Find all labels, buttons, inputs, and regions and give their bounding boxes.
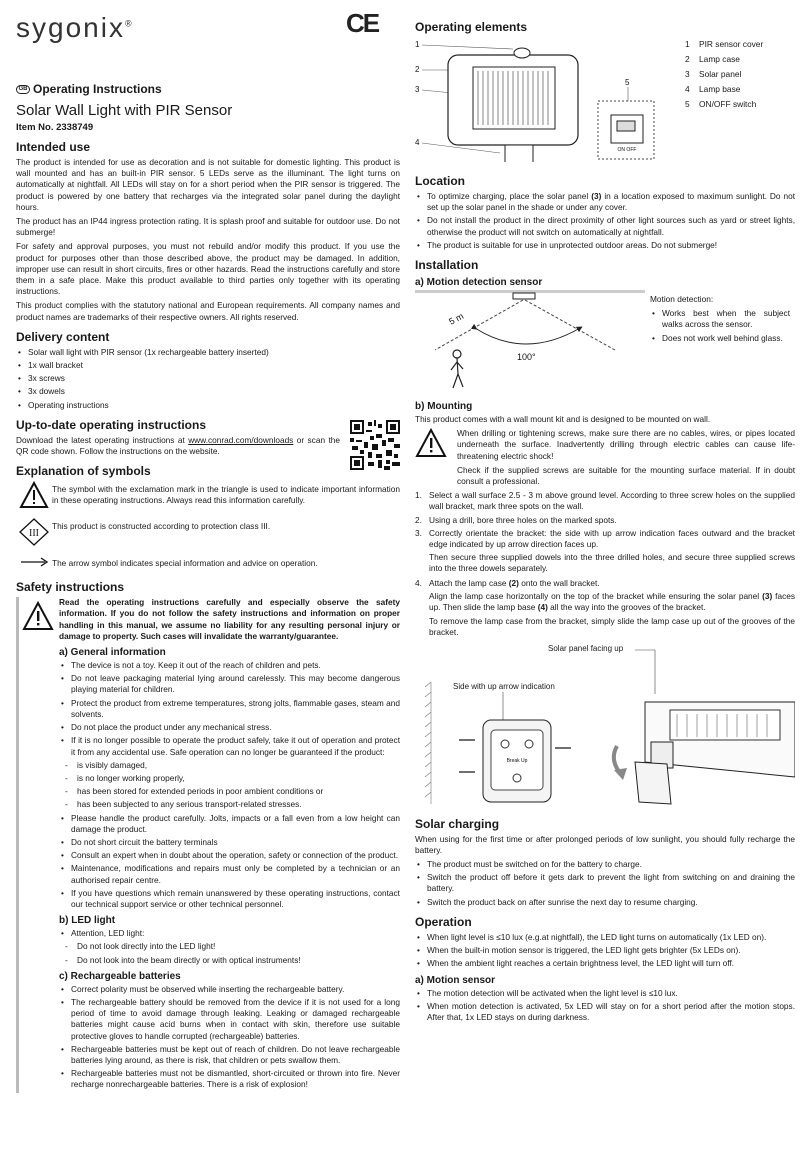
list-item: 1. Select a wall surface 2.5 - 3 m above ground level. According to three screw holes on the supplied wall bracket, mark three spots on the wall.	[415, 490, 795, 512]
legend-item: 3 Solar panel	[685, 69, 742, 79]
list-item: • Rechargeable batteries must not be dismantled, short-circuited or thrown into fire. Never recharge nonrechargeable batteries. There is a risk of explosion!	[59, 1068, 400, 1090]
list-item: • If it is no longer possible to operate the product safely, take it out of operation and protect it from any accidental use. Safe operation can no longer be guaranteed if the product:	[59, 735, 400, 757]
paragraph: The product has an IP44 ingress protection rating. It is splash proof and suitable for outdoor use. Do not submerge!	[16, 216, 400, 238]
qr-code-icon[interactable]	[350, 420, 400, 470]
arrow-indication-label: Side with up arrow indication	[453, 681, 555, 691]
general-list-2	[59, 813, 400, 911]
legend-item: 2 Lamp case	[685, 54, 740, 64]
elements-legend	[685, 37, 763, 112]
mounting-steps	[415, 490, 795, 550]
list-item: • Does not work well behind glass.	[650, 333, 790, 344]
brand-logo: sygonix®	[16, 12, 134, 43]
list-item: • Maintenance, modifications and repairs must only be completed by a technician or an authorised repair centre.	[59, 863, 400, 885]
led-heading: b) LED light	[59, 915, 116, 927]
paragraph: This product complies with the statutory national and European requirements. All company names and product names are trademarks of their respective owners. All rights reserved.	[16, 300, 400, 322]
paragraph: For safety and approval purposes, you must not rebuild and/or modify this product. If you use the product for purposes other than those described above, the product may be damaged. In addition, improper use can result in short circuits, fires or other hazards. Read the instructions carefully and store them in a safe place. Make this product available to third parties only together with its operating instructions.	[16, 241, 400, 297]
list-item: • Rechargeable batteries must be kept out of reach of children. Do not leave rechargeable batteries lying around, as there is risk, that children or pets swallow them.	[59, 1044, 400, 1066]
list-item: • Do not short circuit the battery terminals	[59, 837, 400, 848]
list-item: • The rechargeable battery should be removed from the device if it is not used for a long period of time to avoid damage through leaking. Leaking or damaged rechargeable batteries might cause acid burns when in contact with skin, therefore use suitable protective gloves to handle corrupted (rechargeable) batteries.	[59, 997, 400, 1042]
list-item: • Operating instructions	[16, 400, 400, 411]
general-list	[59, 660, 400, 758]
list-item: • Works best when the subject walks across the sensor.	[650, 308, 790, 330]
list-item: • If you have questions which remain unanswered by these operating instructions, contact our technical support service or other technical personnel.	[59, 888, 400, 910]
mounting-heading: b) Mounting	[415, 401, 473, 413]
led-sublist	[59, 941, 400, 965]
svg-text:III: III	[29, 528, 39, 540]
motion-sensor-heading: a) Motion sensor	[415, 974, 496, 986]
mounting-illustration	[415, 642, 795, 810]
walking-person-icon	[451, 350, 463, 388]
motion-detection-heading: a) Motion detection sensor	[415, 277, 543, 289]
list-item: • The motion detection will be activated when the light level is ≤10 lux.	[415, 988, 795, 999]
callout-1: 1	[415, 40, 420, 49]
legend-item: 4 Lamp base	[685, 84, 741, 94]
lamp-diagram	[415, 37, 665, 162]
list-item: • When the built-in motion sensor is triggered, the LED light gets brighter (5x LEDs on).	[415, 945, 795, 956]
elements-heading: Operating elements	[415, 20, 528, 34]
list-item: - has been stored for extended periods in poor ambient conditions or	[59, 786, 400, 797]
symbol-row: The arrow symbol indicates special information and advice on operation.	[16, 555, 400, 573]
list-item: 3. Correctly orientate the bracket: the side with up arrow indication faces outward and the bracket edge indicated by up arrow direction faces up.	[415, 527, 795, 550]
intended-heading: Intended use	[16, 140, 91, 154]
warning-triangle-icon	[415, 428, 447, 458]
list-item: • To optimize charging, place the solar panel (3) in a location exposed to maximum sunlight. Do not set up the solar panel in the shade or under any cover.	[415, 191, 795, 213]
ce-mark: CE	[346, 8, 379, 38]
general-heading: a) General information	[59, 647, 166, 659]
list-item: - is no longer working properly,	[59, 773, 400, 784]
motion-sensor-list	[415, 988, 795, 1024]
callout-3: 3	[415, 85, 420, 94]
safety-warning: Read the operating instructions carefully and especially observe the safety information. If you do not follow the safety instructions and information on proper handling in this manual, we assume no liability for any resulting personal injury or damage to property. Such cases will invalidate the warranty/guarantee. a) General information • The device is not a toy. Keep it out of the reach of children and pets. • Do not leave packaging material lying around carelessly. This may become dangerous playing material for children. • Protect the product from extreme temperatures, strong jolts, flammable gases, steam and solvents. • Do not place the product under any mechanical stress. • If it is no longer possible to operate the product safely, take it out of operation and protect it from any accidental use. Safe operation can no longer be guaranteed if the product: - is visibly damaged, - is no longer working properly, - has been stored for extended periods in poor ambient conditions or - has been subjected to any serious transport-related stresses. • Please handle the product carefully. Jolts, impacts or a fall even from a low height can damage the product. • Do not short circuit the battery terminals • Consult an expert when in doubt about the operation, safety or connection of the product. • Maintenance, modifications and repairs must only be completed by a technician or an authorised repair centre. • If you have questions which remain unanswered by these operating instructions, contact our technical support service or other technical personnel. b) LED light • Attention, LED light: - Do not look directly into the LED light! - Do not look into the beam directly or with optical instruments! c) Rechargeable batteries • Correct polarity must be observed while inserting the rechargeable battery. • The rechargeable battery should be removed from the device if it is not used for a long period of time to avoid damage through leaking. Leaking or damaged rechargeable batteries might cause acid burns when in contact with skin, therefore use suitable protective gloves to handle corrupted (rechargeable) batteries. • Rechargeable batteries must be kept out of reach of children. Do not leave rechargeable batteries lying around, as there is risk, that children or pets swallow them. • Rechargeable batteries must not be dismantled, short-circuited or thrown into fire. Never recharge nonrechargeable batteries. There is a risk of explosion!	[16, 597, 400, 1092]
battery-heading: c) Rechargeable batteries	[59, 970, 181, 982]
list-item: 2. Using a drill, bore three holes on the marked spots.	[415, 514, 617, 525]
item-number: Item No. 2338749	[16, 122, 94, 133]
solar-facing-label: Solar panel facing up	[548, 643, 624, 653]
left-column	[16, 12, 400, 1093]
symbol-row: The symbol with the exclamation mark in the triangle is used to indicate important information in these operating instructions. Always read this information carefully.	[16, 481, 400, 514]
product-name: Solar Wall Light with PIR Sensor	[16, 102, 233, 119]
list-item: • When the ambient light reaches a certain brightness level, the LED light will turn off.	[415, 958, 795, 969]
warning-triangle-icon	[19, 481, 49, 509]
location-heading: Location	[415, 174, 465, 188]
legend-item: 1 PIR sensor cover	[685, 39, 764, 49]
installation-heading: Installation	[415, 258, 479, 273]
list-item: • Consult an expert when in doubt about the operation, safety or connection of the product.	[59, 850, 400, 861]
doc-title: GB Operating Instructions	[16, 82, 400, 96]
mounting-warning: When drilling or tightening screws, make sure there are no cables, wires, or pipes located underneath the surface. Inadvertently drilling through electric cables can cause life-threatening electric shock! Check if the supplied screws are suitable for the mounting surface material. If in doubt consult a professional.	[415, 428, 795, 490]
uptodate-section	[16, 418, 400, 457]
delivery-heading: Delivery content	[16, 329, 110, 344]
list-item: • Switch the product back on after sunrise the next day to resume charging.	[415, 897, 795, 908]
operation-list	[415, 932, 795, 970]
list-item: • Protect the product from extreme temperatures, strong jolts, flammable gases, steam and solvents.	[59, 698, 400, 720]
general-sublist	[59, 760, 400, 811]
charging-heading: Solar charging	[415, 816, 500, 831]
list-item: • Do not leave packaging material lying around carelessly. This may become dangerous playing material for children.	[59, 673, 400, 695]
operation-heading: Operation	[415, 914, 472, 929]
protection-class-iii-icon	[19, 518, 49, 546]
symbol-row: III This product is constructed according to protection class III.	[16, 518, 400, 551]
delivery-list	[16, 347, 400, 411]
right-column: Operating elements 1 2 3 4 5 ON OFF 1 PIR sensor cover 2 Lamp case 3 Solar panel 4 Lamp base 5 ON/OFF switch Location • To optimize charging, place the solar panel (3) in a location exposed to maximum sunlight. Do not set up the solar panel in the shade or under any cover. • Do not install the product in the direct proximity of other light sources such as yard or street lights, otherwise the product will not switch on automatically at nightfall. • The product is suitable for use in unprotected outdoor areas. Do not submerge! Installation a) Motion detection sensor 5 m 100° Motion detection: • Works best when the subject walks across the sensor. • Does not work well behind glass. b) Mounting This product comes with a wall mount kit and is designed to be mounted on wall. When drilling or tightening screws, make sure there are no cables, wires, or pipes located underneath the surface. Inadvertently drilling through electric cables can cause life-threatening electric shock! Check if the supplied screws are suitable for the mounting surface material. If in doubt consult a professional. 1. Select a wall surface 2.5 - 3 m above ground level. According to three screw holes on the supplied wall bracket, mark three spots on the wall. 2. Using a drill, bore three holes on the marked spots. 3. Correctly orientate the bracket: the side with up arrow indication faces outward and the bracket edge indicated by up arrow direction faces up. Then secure three supplied dowels into the three drilled holes, and secure three supplied screws into the three dowels separately. 4. Attach the lamp case (2) onto the wall bracket. Align the lamp case horizontally on the top of the bracket while ensuring the solar panel (3) faces up. Then slide the lamp base (4) all the way into the grooves of the bracket. To remove the lamp case from the bracket, simply slide the lamp case up out of the grooves of the bracket. Solar panel facing up Side with up arrow indication Break Up Solar charging When using for the first time or after prolonged periods of low sunlight, you should fully recharge the battery. • The product must be switched on for the battery to charge. • Switch the product off before it gets dark to prevent the light from switching on and draining the battery. • Switch the product back on after sunrise the next day to resume charging. Operation • When light level is ≤10 lux (e.g.at nightfall), the LED light turns on automatically (1x LED on). • When the built-in motion sensor is triggered, the LED light gets brighter (5x LEDs on). • When the ambient light reaches a certain brightness level, the LED light will turn off. a) Motion sensor • The motion detection will be activated when the light level is ≤10 lux. • When motion detection is activated, 5x LED will stay on for a short period after the motion stops. After that, 1x LED stays on during darkness.	[415, 12, 795, 1025]
legend-item: 5 ON/OFF switch	[685, 99, 757, 109]
paragraph: The product is intended for use as decoration and is not suitable for domestic lighting. This product is wall mounted and has an built-in PIR sensor. 5 LEDs serve as the illuminant. The light turns on automatically at nightfall. All LEDs will stay on for a short period when the PIR sensor is triggered. The product is powered by one battery that recharges via the integrated solar panel during the daylight hours.	[16, 157, 400, 212]
motion-range-diagram	[415, 290, 645, 394]
angle-label: 100°	[517, 352, 536, 363]
safety-heading: Safety instructions	[16, 580, 125, 595]
led-list	[59, 928, 400, 939]
list-item: • Do not install the product in the direct proximity of other light sources such as yard or street lights, otherwise the product will not switch on automatically at nightfall.	[415, 215, 795, 237]
list-item: - Do not look into the beam directly or with optical instruments!	[59, 955, 400, 966]
paragraph: Download the latest operating instructions at www.conrad.com/downloads or scan the QR code shown. Follow the instructions on the website.	[16, 434, 340, 457]
list-item: • 1x wall bracket	[16, 360, 400, 371]
list-item: • 3x screws	[16, 373, 400, 384]
list-item: - has been subjected to any serious transport-related stresses.	[59, 799, 400, 810]
callout-4: 4	[415, 138, 420, 147]
list-item: • Attention, LED light:	[59, 928, 400, 939]
list-item: • The device is not a toy. Keep it out of the reach of children and pets.	[59, 660, 400, 671]
list-item: • When light level is ≤10 lux (e.g.at nightfall), the LED light turns on automatically (1x LED on).	[415, 932, 795, 943]
list-item: • The product must be switched on for the battery to charge.	[415, 859, 795, 870]
list-item: • Correct polarity must be observed while inserting the rechargeable battery.	[59, 984, 400, 995]
switch-label: ON OFF	[617, 147, 637, 153]
list-item: • Do not place the product under any mechanical stress.	[59, 722, 400, 733]
bracket-text: Break Up	[506, 757, 528, 764]
list-item: - is visibly damaged,	[59, 760, 400, 771]
operating-elements-figure	[415, 37, 795, 167]
lang-badge: GB	[16, 85, 30, 94]
list-item: - Do not look directly into the LED light!	[59, 941, 400, 952]
mounting-figure	[415, 642, 795, 810]
battery-list	[59, 984, 400, 1091]
location-list	[415, 191, 795, 251]
download-link[interactable]: www.conrad.com/downloads	[188, 434, 294, 445]
arrow-right-icon	[19, 556, 49, 568]
list-item: • 3x dowels	[16, 386, 400, 397]
list-item: • Solar wall light with PIR sensor (1x rechargeable battery inserted)	[16, 347, 400, 358]
list-item: 4. Attach the lamp case (2) onto the wall bracket.	[415, 577, 600, 588]
warning-triangle-icon	[22, 601, 54, 631]
list-item: • Switch the product off before it gets dark to prevent the light from switching on and draining the battery.	[415, 872, 795, 894]
callout-5: 5	[625, 78, 630, 87]
list-item: • Please handle the product carefully. Jolts, impacts or a fall even from a low height can damage the product.	[59, 813, 400, 835]
charging-list	[415, 859, 795, 908]
motion-notes: Motion detection: • Works best when the subject walks across the sensor. • Does not work well behind glass.	[650, 294, 790, 346]
callout-2: 2	[415, 65, 420, 74]
motion-figure	[415, 290, 795, 396]
uptodate-heading: Up-to-date operating instructions	[16, 417, 206, 432]
list-item: • When motion detection is activated, 5x LED will stay on for a short period after the motion stops. After that, 1x LED stays on during darkness.	[415, 1001, 795, 1023]
distance-label: 5 m	[447, 310, 466, 327]
symbols-heading: Explanation of symbols	[16, 464, 151, 479]
list-item: • The product is suitable for use in unprotected outdoor areas. Do not submerge!	[415, 240, 795, 251]
